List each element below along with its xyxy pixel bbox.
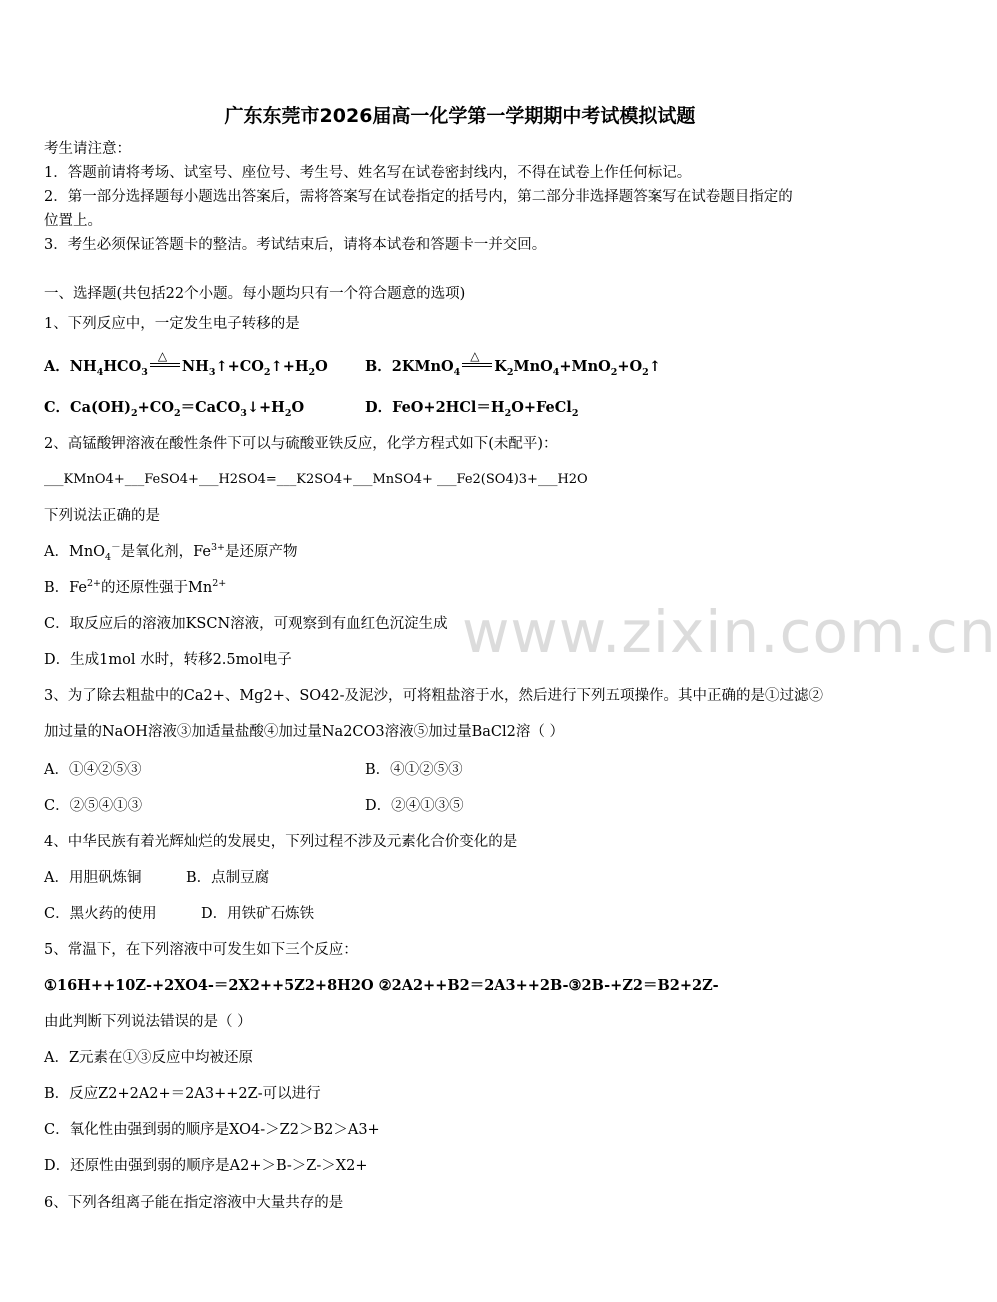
question-2-option-b: B．$Fe^{2+}$的还原性强于$Mn^{2+}$ (44, 578, 227, 596)
notice-item-3: 3．考生必须保证答题卡的整洁。考试结束后，请将本试卷和答题卡一并交回。 (44, 237, 547, 253)
question-2-option-c: C．取反应后的溶液加KSCN溶液，可观察到有血红色沉淀生成 (44, 616, 448, 632)
question-4-option-d: D．用铁矿石炼铁 (201, 906, 315, 922)
question-1-option-d: D．$FeO+2HCl=H_2O+FeCl_2$ (365, 399, 579, 419)
question-5-option-a: A．Z元素在①③反应中均被还原 (44, 1050, 254, 1066)
question-3-option-a: A．①④②⑤③ (44, 762, 142, 778)
notice-item-1: 1．答题前请将考场、试室号、座位号、考生号、姓名写在试卷密封线内，不得在试卷上作任何标记。 (44, 165, 692, 181)
question-2-stem: 2、高锰酸钾溶液在酸性条件下可以与硫酸亚铁反应，化学方程式如下(未配平)： (44, 436, 558, 452)
question-5-reactions: ①16H++10Z-+2XO4-＝2X2++5Z2+8H2O ②2A2++B2＝2A3++2B-③2B-+Z2＝B2+2Z- (44, 977, 719, 994)
question-2-option-d: D．生成1mol 水时，转移2.5mol电子 (44, 652, 292, 668)
question-5-option-b: B．反应Z2+2A2+＝2A3++2Z-可以进行 (44, 1086, 321, 1102)
question-5-option-c: C．氧化性由强到弱的顺序是XO4-＞Z2＞B2＞A3+ (44, 1122, 380, 1138)
question-6-stem: 6、下列各组离子能在指定溶液中大量共存的是 (44, 1195, 344, 1211)
heat-symbol: △ (150, 357, 180, 371)
question-3-line-1: 3、为了除去粗盐中的Ca2+、Mg2+、SO42-及泥沙，可将粗盐溶于水，然后进行下列五项操作。其中正确的是①过滤② (44, 688, 824, 704)
question-4-option-a: A．用胆矾炼铜 (44, 870, 142, 886)
notice-item-2: 2．第一部分选择题每小题选出答案后，需将答案写在试卷指定的括号内，第二部分非选择题答案写在试卷题目指定的 (44, 189, 793, 205)
question-3-option-b: B．④①②⑤③ (365, 762, 463, 778)
question-3-line-2: 加过量的NaOH溶液③加适量盐酸④加过量Na2CO3溶液⑤加过量BaCl2溶（ ） (44, 724, 564, 740)
question-1-option-b: B．2KMnO$_4$ △ $K_2MnO_4+MnO_2+O_2↑$ (365, 349, 661, 378)
question-1-stem: 1、下列反应中，一定发生电子转移的是 (44, 316, 300, 332)
question-5-prompt: 由此判断下列说法错误的是（ ） (44, 1014, 252, 1030)
heat-symbol: △ (462, 357, 492, 371)
notice-heading: 考生请注意： (44, 141, 131, 157)
section-heading: 一、选择题(共包括22个小题。每小题均只有一个符合题意的选项) (44, 286, 466, 302)
question-5-stem: 5、常温下，在下列溶液中可发生如下三个反应： (44, 942, 358, 958)
question-1-option-a: A．$NH_4HCO_3$ △ $NH_3↑+CO_2↑+H_2O$ (44, 349, 328, 378)
watermark: www.zixin.com.cn (462, 598, 997, 666)
question-4-option-b: B．点制豆腐 (186, 870, 270, 886)
question-4-option-c: C．黑火药的使用 (44, 906, 157, 922)
notice-item-2-cont: 位置上。 (44, 213, 102, 229)
question-1-option-c: C．$Ca(OH)_2+CO_2=CaCO_3↓+H_2O$ (44, 399, 305, 419)
question-3-option-d: D．②④①③⑤ (365, 798, 464, 814)
page-title: 广东东莞市2026届高一化学第一学期期中考试模拟试题 (224, 105, 696, 127)
question-3-option-c: C．②⑤④①③ (44, 798, 143, 814)
question-2-prompt: 下列说法正确的是 (44, 508, 160, 524)
question-2-option-a: A．MnO$_4$－是氧化剂，$Fe^{3+}$是还原产物 (44, 542, 298, 563)
question-4-stem: 4、中华民族有着光辉灿烂的发展史，下列过程不涉及元素化合价变化的是 (44, 834, 518, 850)
question-5-option-d: D．还原性由强到弱的顺序是A2+＞B-＞Z-＞X2+ (44, 1158, 368, 1174)
question-2-equation: ___KMnO4+___FeSO4+___H2SO4=___K2SO4+___MnSO4+ ___Fe2(SO4)3+___H2O (44, 472, 588, 487)
